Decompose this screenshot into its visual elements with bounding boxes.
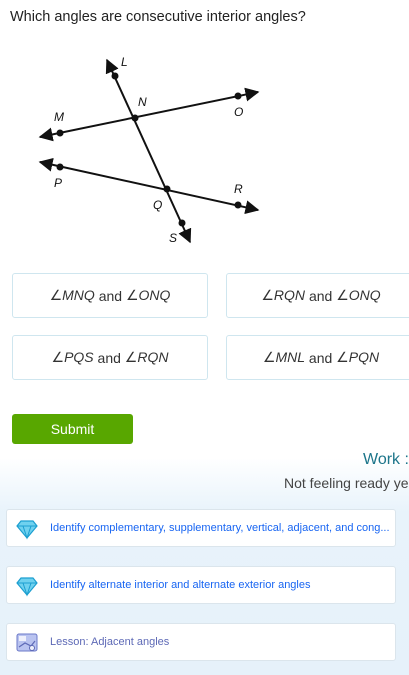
line-pr (40, 162, 258, 210)
point-s (179, 220, 186, 227)
angle-diagram (0, 40, 409, 260)
label-q: Q (153, 198, 163, 212)
point-r (235, 202, 242, 209)
label-s: S (169, 231, 178, 245)
recommendation-alternate-angles[interactable] (6, 566, 396, 604)
line-mo (40, 92, 258, 137)
not-ready-text: Not feeling ready ye (284, 475, 409, 491)
lesson-icon (16, 632, 38, 654)
recommendation-label[interactable]: Lesson: Adjacent angles (50, 636, 170, 648)
point-m (57, 130, 64, 137)
point-p (57, 164, 64, 171)
choice-pqs-rqn[interactable]: ∠PQS and ∠RQN (12, 335, 208, 380)
diamond-exercise-icon (16, 575, 38, 597)
point-l (112, 73, 119, 80)
label-l: L (121, 55, 128, 69)
point-o (235, 93, 242, 100)
diamond-exercise-icon (16, 518, 38, 540)
label-m: M (54, 110, 64, 124)
recommendation-label[interactable]: Identify alternate interior and alternate exterior angles (50, 579, 311, 591)
submit-button[interactable]: Submit (12, 414, 133, 444)
label-r: R (234, 182, 243, 196)
label-o: O (234, 105, 244, 119)
recommendation-complementary-angles[interactable] (6, 509, 396, 547)
point-n (132, 115, 139, 122)
choice-mnq-onq[interactable]: ∠MNQ and ∠ONQ (12, 273, 208, 318)
label-p: P (54, 176, 63, 190)
work-heading: Work : (363, 451, 409, 468)
recommendation-adjacent-angles-lesson[interactable] (6, 623, 396, 661)
recommendation-label[interactable]: Identify complementary, supplementary, vertical, adjacent, and cong... (50, 522, 390, 534)
label-n: N (138, 95, 147, 109)
point-q (164, 186, 171, 193)
choice-rqn-onq[interactable]: ∠RQN and ∠ONQ (226, 273, 409, 318)
choice-mnl-pqn[interactable]: ∠MNL and ∠PQN (226, 335, 409, 380)
transversal-ls (107, 60, 190, 242)
question-text: Which angles are consecutive interior angles? (10, 9, 306, 25)
